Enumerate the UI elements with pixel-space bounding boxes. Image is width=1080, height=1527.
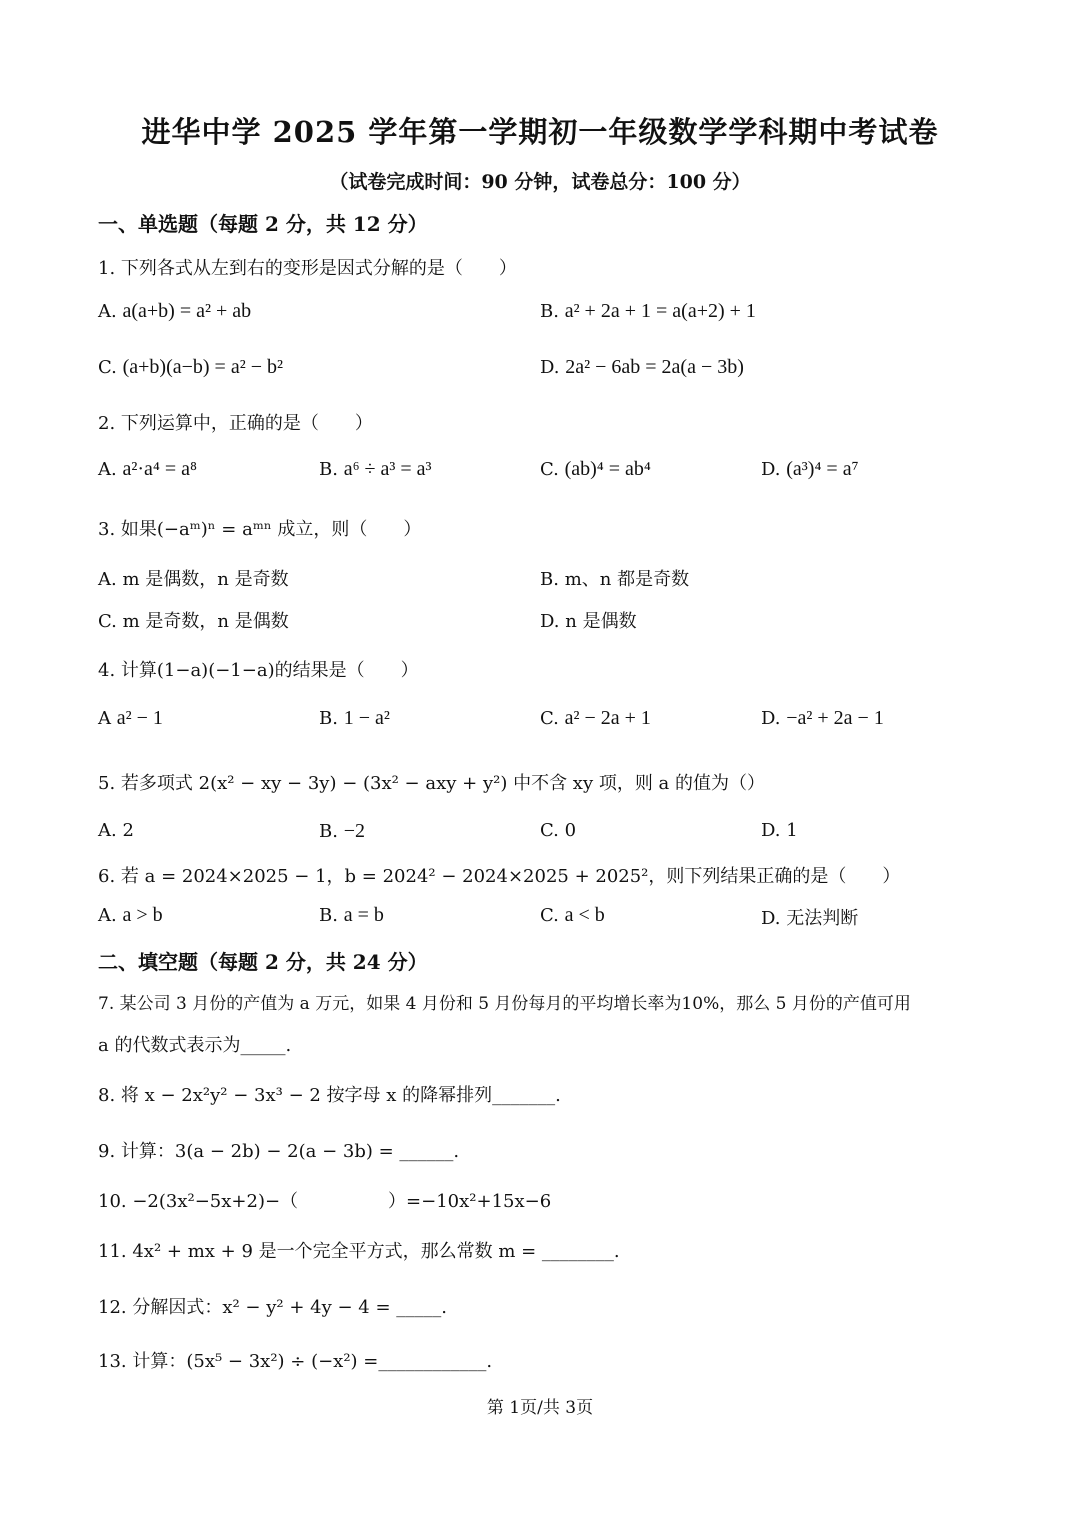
question-5-stem: 5. 若多项式 2(x² − xy − 3y) − (3x² − axy + y²) 中不含 xy 项，则 a 的值为（） <box>98 773 766 794</box>
question-13[interactable]: 13. 计算：(5x⁵ − 3x²) ÷ (−x²) =____________. <box>98 1351 493 1372</box>
q3-option-a[interactable]: A. m 是偶数，n 是奇数 <box>98 569 289 590</box>
q2-option-c[interactable]: C. (ab)⁴ = ab⁴ <box>540 458 651 480</box>
q2-option-a[interactable]: A. a²·a⁴ = a⁸ <box>98 458 197 480</box>
question-7-line-2[interactable]: a 的代数式表示为_____. <box>98 1035 292 1056</box>
q1-option-c[interactable]: C. (a+b)(a−b) = a² − b² <box>98 356 283 378</box>
q1-option-a-text: a(a+b) = a² + ab <box>122 300 252 322</box>
q6-option-d[interactable]: D. 无法判断 <box>761 908 859 929</box>
question-7-line-1: 7. 某公司 3 月份的产值为 a 万元，如果 4 月份和 5 月份每月的平均增长率为10%，那么 5 月份的产值可用 <box>98 994 911 1014</box>
page-number: 第 1页/共 3页 <box>486 1398 594 1418</box>
question-6-stem: 6. 若 a = 2024×2025 − 1，b = 2024² − 2024×2025 + 2025²，则下列结果正确的是（ ） <box>98 866 901 887</box>
q5-option-a[interactable]: A. 2 <box>98 820 134 841</box>
question-3-stem: 3. 如果(−aᵐ)ⁿ = aᵐⁿ 成立，则（ ） <box>98 519 422 540</box>
q5-option-c[interactable]: C. 0 <box>540 820 577 841</box>
q3-option-b[interactable]: B. m、n 都是奇数 <box>540 569 690 590</box>
q6-option-a[interactable]: A. a > b <box>98 904 163 926</box>
q1-option-d[interactable]: D. 2a² − 6ab = 2a(a − 3b) <box>540 356 744 378</box>
question-11[interactable]: 11. 4x² + mx + 9 是一个完全平方式，那么常数 m = ________. <box>98 1241 620 1262</box>
question-10[interactable]: 10. −2(3x²−5x+2)−（ ）=−10x²+15x−6 <box>98 1191 552 1212</box>
q6-option-c[interactable]: C. a < b <box>540 904 605 926</box>
section-heading-fill-in: 二、填空题（每题 2 分，共 24 分） <box>98 950 428 974</box>
q1-option-b-text: a² + 2a + 1 = a(a+2) + 1 <box>564 300 756 322</box>
q3-option-d[interactable]: D. n 是偶数 <box>540 611 637 632</box>
question-8[interactable]: 8. 将 x − 2x²y² − 3x³ − 2 按字母 x 的降幂排列_______. <box>98 1085 561 1106</box>
section-heading-single-choice: 一、单选题（每题 2 分，共 12 分） <box>98 212 428 236</box>
q1-option-c-text: (a+b)(a−b) = a² − b² <box>122 356 283 378</box>
q5-option-d[interactable]: D. 1 <box>761 820 798 841</box>
question-9[interactable]: 9. 计算：3(a − 2b) − 2(a − 3b) = ______. <box>98 1141 460 1162</box>
q4-option-c[interactable]: C. a² − 2a + 1 <box>540 707 651 729</box>
q6-option-b[interactable]: B. a = b <box>319 904 384 926</box>
question-2-stem: 2. 下列运算中，正确的是（ ） <box>98 413 373 434</box>
q2-option-b[interactable]: B. a⁶ ÷ a³ = a³ <box>319 458 432 480</box>
question-4-stem: 4. 计算(1−a)(−1−a)的结果是（ ） <box>98 660 419 681</box>
q4-option-a[interactable]: A a² − 1 <box>98 707 163 729</box>
q3-option-c[interactable]: C. m 是奇数，n 是偶数 <box>98 611 289 632</box>
q1-option-d-text: 2a² − 6ab = 2a(a − 3b) <box>565 356 744 378</box>
q5-option-b[interactable]: B. −2 <box>319 820 365 842</box>
q4-option-d[interactable]: D. −a² + 2a − 1 <box>761 707 884 729</box>
q1-option-a[interactable]: A. a(a+b) = a² + ab <box>98 300 252 322</box>
exam-info: （试卷完成时间：90 分钟，试卷总分：100 分） <box>329 171 751 193</box>
page-title: 进华中学 2025 学年第一学期初一年级数学学科期中考试卷 <box>141 115 939 149</box>
q2-option-d[interactable]: D. (a³)⁴ = a⁷ <box>761 458 859 480</box>
question-12[interactable]: 12. 分解因式：x² − y² + 4y − 4 = _____. <box>98 1297 447 1318</box>
question-1-stem: 1. 下列各式从左到右的变形是因式分解的是（ ） <box>98 258 517 279</box>
q1-option-b[interactable]: B. a² + 2a + 1 = a(a+2) + 1 <box>540 300 756 322</box>
q4-option-b[interactable]: B. 1 − a² <box>319 707 390 729</box>
